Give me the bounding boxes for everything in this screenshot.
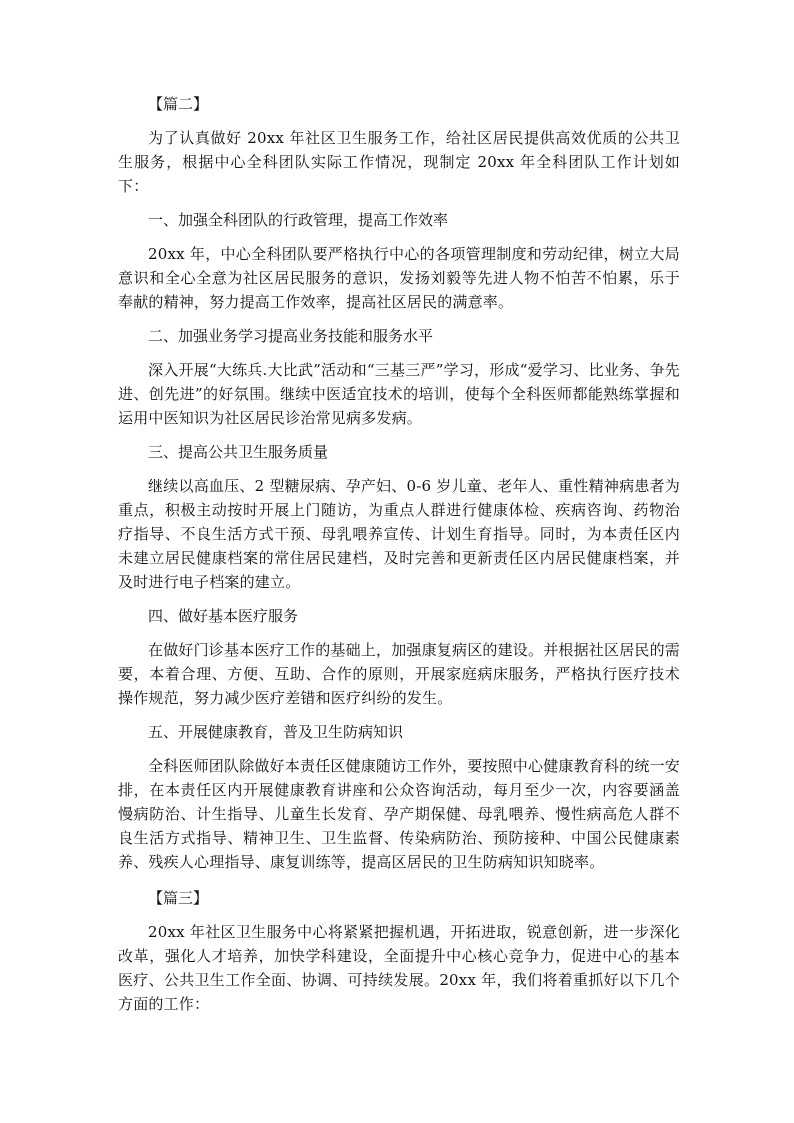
section-1-heading: 一、加强全科团队的行政管理，提高工作效率 (148, 211, 449, 229)
section-5-heading: 五、开展健康教育，普及卫生防病知识 (148, 723, 404, 741)
part2-title: 【篇二】 (148, 95, 209, 113)
part3-title: 【篇三】 (148, 889, 209, 907)
document-page (118, 92, 680, 1016)
section-3-heading: 三、提高公共卫生服务质量 (148, 443, 329, 461)
section-4-body: 在做好门诊基本医疗工作的基础上，加强康复病区的建设。并根据社区居民的需要，本着合理、方便、互助、合作的原则，开展家庭病床服务，严格执行医疗技术操作规范，努力减少医疗差错和医疗纠纷的发生。 (118, 641, 681, 707)
part3-intro-paragraph: 20xx 年社区卫生服务中心将紧紧把握机遇，开拓进取，锐意创新，进一步深化改革，强化人才培养，加快学科建设，全面提升中心核心竞争力，促进中心的基本医疗、公共卫生工作全面、协调、可持续发展。20xx 年，我们将着重抓好以下几个方面的工作： (118, 923, 680, 1013)
section-2-heading: 二、加强业务学习提高业务技能和服务水平 (148, 327, 434, 345)
section-5-body: 全科医师团队除做好本责任区健康随访工作外，要按照中心健康教育科的统一安排，在本责任区内开展健康教育讲座和公众咨询活动，每月至少一次，内容要涵盖慢病防治、计生指导、儿童生长发育、孕产期保健、母乳喂养、慢性病高危人群不良生活方式指导、精神卫生、卫生监督、传染病防治、预防接种、中国公民健康素养、残疾人心理指导、康复训练等，提高区居民的卫生防病知识知晓率。 (118, 757, 681, 871)
section-2-body: 深入开展“大练兵.大比武”活动和“三基三严”学习，形成“爱学习、比业务、争先进、创先进”的好氛围。继续中医适宜技术的培训，使每个全科医师都能熟练掌握和运用中医知识为社区居民诊治常见病多发病。 (118, 361, 680, 427)
section-4-heading: 四、做好基本医疗服务 (148, 607, 299, 625)
section-3-body: 继续以高血压、2 型糖尿病、孕产妇、0-6 岁儿童、老年人、重性精神病患者为重点，积极主动按时开展上门随访，为重点人群进行健康体检、疾病咨询、药物治疗指导、不良生活方式干预、母乳喂养宣传、计划生育指导。同时，为本责任区内未建立居民健康档案的常住居民建档，及时完善和更新责任区内居民健康档案，并及时进行电子档案的建立。 (118, 477, 680, 591)
part2-intro-paragraph: 为了认真做好 20xx 年社区卫生服务工作，给社区居民提供高效优质的公共卫生服务，根据中心全科团队实际工作情况，现制定 20xx 年全科团队工作计划如下： (118, 129, 680, 195)
section-1-body: 20xx 年，中心全科团队要严格执行中心的各项管理制度和劳动纪律，树立大局意识和全心全意为社区居民服务的意识，发扬刘毅等先进人物不怕苦不怕累，乐于奉献的精神，努力提高工作效率，提高社区居民的满意率。 (118, 245, 680, 311)
